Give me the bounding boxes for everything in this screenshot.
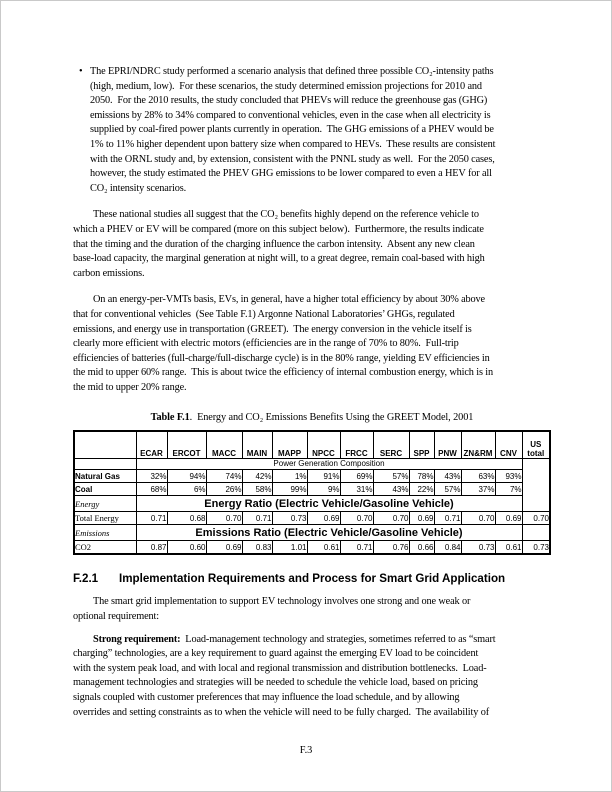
table-caption — [73, 411, 551, 425]
text-line: which a PHEV or EV will be compared (more on this subject below). Furthermore, the results indicate — [73, 223, 484, 235]
table-cell: 0.69 — [307, 512, 340, 525]
table-cell: 0.60 — [167, 541, 206, 555]
paragraph-energy-per-vmt — [73, 293, 551, 395]
table-cell: 6% — [167, 483, 206, 496]
row-label-emissions: Emissions — [74, 525, 136, 541]
column-header: SERC — [373, 431, 409, 459]
strong-requirement-label: Strong requirement: — [93, 633, 181, 645]
table-cell: 0.87 — [136, 541, 167, 555]
text-line: CO₂ intensity scenarios. — [90, 182, 187, 194]
column-header: MAPP — [272, 431, 307, 459]
power-generation-span: Power Generation Composition — [136, 459, 522, 470]
column-header: ERCOT — [167, 431, 206, 459]
paragraph-national-studies — [73, 208, 551, 281]
table-cell: 37% — [461, 483, 495, 496]
table-cell: 68% — [136, 483, 167, 496]
table-cell: 0.69 — [206, 541, 242, 555]
table-cell — [522, 525, 550, 541]
column-header-us-total: US total — [522, 431, 550, 459]
table-cell: 57% — [434, 483, 461, 496]
text-line: emissions by 28% to 34% compared to conventional vehicles, even in the case when all electricity is — [90, 109, 491, 121]
column-header: NPCC — [307, 431, 340, 459]
table-cell: 9% — [307, 483, 340, 496]
text-line: with the ORNL study and, by extension, consistent with the PNNL study as well. For the 2050 cases, — [90, 153, 495, 165]
table-cell: 0.71 — [242, 512, 272, 525]
table-cell: 0.68 — [167, 512, 206, 525]
table-cell — [74, 459, 136, 470]
table-caption-label: Table F.1 — [150, 412, 190, 424]
emissions-ratio-span: Emissions Ratio (Electric Vehicle/Gasoline Vehicle) — [136, 525, 522, 541]
table-cell: 0.69 — [495, 512, 522, 525]
table-row-coal — [74, 483, 550, 496]
table-row-energy-section — [74, 496, 550, 512]
paragraph-smart-grid-intro — [73, 595, 551, 624]
table-cell: 0.71 — [434, 512, 461, 525]
text-line: carbon emissions. — [73, 267, 145, 279]
table-cell: 0.73 — [272, 512, 307, 525]
bullet-paragraph — [79, 65, 551, 196]
text-line: the mid to upper 60% range. This is about twice the efficiency of internal combustion energy, which is in — [73, 367, 494, 379]
table-cell — [522, 459, 550, 512]
text-line: that for conventional vehicles (See Table F.1) Argonne National Laboratories’ GHGs, regulated — [73, 308, 455, 320]
row-label-total-energy: Total Energy — [74, 512, 136, 525]
text-line: the mid to upper 20% range. — [73, 381, 187, 393]
table-corner-cell — [74, 431, 136, 459]
text-line: These national studies all suggest that the CO₂ benefits highly depend on the reference vehicle to — [93, 209, 479, 221]
bullet-paragraph-lines — [90, 65, 495, 196]
column-header: ECAR — [136, 431, 167, 459]
table-cell-us-total-energy: 0.70 — [522, 512, 550, 525]
text-line: emissions, and energy use in transportation (GREET). The energy conversion in the vehicle itself is — [73, 323, 472, 335]
paragraph-strong-requirement — [73, 633, 551, 721]
table-cell: 0.73 — [461, 541, 495, 555]
table-cell: 43% — [373, 483, 409, 496]
text-line: On an energy-per-VMTs basis, EVs, in general, have a higher total efficiency by about 30% above — [93, 294, 485, 306]
column-header: MAIN — [242, 431, 272, 459]
table-row-co2 — [74, 541, 550, 555]
table-cell: 99% — [272, 483, 307, 496]
table-cell: 0.70 — [373, 512, 409, 525]
table-caption-text: . Energy and CO₂ Emissions Benefits Using the GREET Model, 2001 — [189, 412, 474, 424]
section-number: F.2.1 — [73, 572, 99, 586]
text-line: 2050. For the 2010 results, the study concluded that PHEVs will reduce the greenhouse gas (GHG) — [90, 95, 488, 107]
text-line: The EPRI/NDRC study performed a scenario analysis that defined three possible CO₂-intensity paths — [90, 66, 494, 77]
column-header: MACC — [206, 431, 242, 459]
table-cell: 43% — [434, 470, 461, 483]
column-header: CNV — [495, 431, 522, 459]
column-header: FRCC — [340, 431, 373, 459]
text-line: however, the study estimated the PHEV GHG emissions to be lower compared to even a HEV for all — [90, 168, 492, 180]
text-line: management technologies and strategies will be needed to schedule the vehicle load, based on pricing — [73, 677, 478, 689]
table-cell: 0.84 — [434, 541, 461, 555]
table-cell: 32% — [136, 470, 167, 483]
column-header: SPP — [409, 431, 434, 459]
row-label-energy: Energy — [74, 496, 136, 512]
table-cell: 74% — [206, 470, 242, 483]
table-cell: 42% — [242, 470, 272, 483]
section-title: Implementation Requirements and Process for Smart Grid Application — [119, 572, 506, 586]
table-row-emissions-section — [74, 525, 550, 541]
table-cell: 0.71 — [340, 541, 373, 555]
row-label-coal: Coal — [74, 483, 136, 496]
table-cell: 63% — [461, 470, 495, 483]
table-cell: 0.61 — [307, 541, 340, 555]
greet-table — [73, 430, 551, 555]
text-line: with the system peak load, and with local and regional transmission and distribution bottlenecks. Load- — [73, 662, 487, 674]
energy-ratio-span: Energy Ratio (Electric Vehicle/Gasoline Vehicle) — [136, 496, 522, 512]
table-cell: 1% — [272, 470, 307, 483]
column-header: PNW — [434, 431, 461, 459]
table-cell: 0.69 — [409, 512, 434, 525]
text-line: that the timing and the duration of the charging influence the carbon intensity. Absent any new clean — [73, 238, 475, 250]
table-row-total-energy — [74, 512, 550, 525]
text-line: The smart grid implementation to support EV technology involves one strong and one weak or — [93, 596, 471, 608]
table-row-natural-gas — [74, 470, 550, 483]
text-line — [73, 633, 551, 648]
table-row-power-generation — [74, 459, 550, 470]
text-line: clearly more efficient with electric motors (efficiencies are in the range of 70% to 80%. Full-trip — [73, 338, 459, 350]
table-cell: 0.70 — [340, 512, 373, 525]
row-label-co2: CO2 — [74, 541, 136, 555]
table-cell: 93% — [495, 470, 522, 483]
text-line: (high, medium, low). For these scenarios, the study determined emission projections for 2010 and — [90, 80, 482, 92]
table-cell: 91% — [307, 470, 340, 483]
table-cell: 0.83 — [242, 541, 272, 555]
text-line: efficiencies of batteries (full-charge/full-discharge cycle) is in the 80% range, yielding EV efficiencies in — [73, 352, 490, 364]
table-cell: 0.70 — [206, 512, 242, 525]
table-cell: 69% — [340, 470, 373, 483]
table-cell: 26% — [206, 483, 242, 496]
table-header-row — [74, 431, 550, 459]
page-number: F.3 — [299, 745, 313, 756]
section-heading — [73, 572, 551, 585]
table-cell: 0.76 — [373, 541, 409, 555]
text-line: optional requirement: — [73, 611, 159, 623]
table-cell: 1.01 — [272, 541, 307, 555]
table-cell: 58% — [242, 483, 272, 496]
table-cell: 22% — [409, 483, 434, 496]
table-cell-us-total-co2: 0.73 — [522, 541, 550, 555]
table-cell: 0.71 — [136, 512, 167, 525]
text-line: 1% to 11% higher dependent upon battery size when compared to HEVs. These results are consistent — [90, 138, 496, 150]
table-cell: 31% — [340, 483, 373, 496]
text-line: charging” technologies, are a key requirement to guard against the emerging EV load to be coincident — [73, 648, 479, 660]
table-cell: 0.61 — [495, 541, 522, 555]
table-cell: 57% — [373, 470, 409, 483]
text-line: overrides and setting constraints as to when the vehicle will need to be fully charged. The availability of — [73, 706, 489, 718]
table-cell: 94% — [167, 470, 206, 483]
table-cell: 78% — [409, 470, 434, 483]
row-label-natural-gas: Natural Gas — [74, 470, 136, 483]
column-header: ZN&RM — [461, 431, 495, 459]
strong-requirement-text: Load-management technology and strategies, sometimes referred to as “smart — [180, 633, 496, 645]
table-cell: 7% — [495, 483, 522, 496]
table-cell: 0.70 — [461, 512, 495, 525]
table-cell: 0.66 — [409, 541, 434, 555]
text-line: signals coupled with customer preferences that may influence the load schedule, and by allowing — [73, 692, 460, 704]
bullet-icon: • — [79, 66, 83, 77]
text-line: supplied by coal-fired power plants currently in operation. The GHG emissions of a PHEV would be — [90, 124, 494, 136]
text-line: base-load capacity, the marginal generation at night will, to a great degree, remain coal-based with high — [73, 253, 485, 265]
